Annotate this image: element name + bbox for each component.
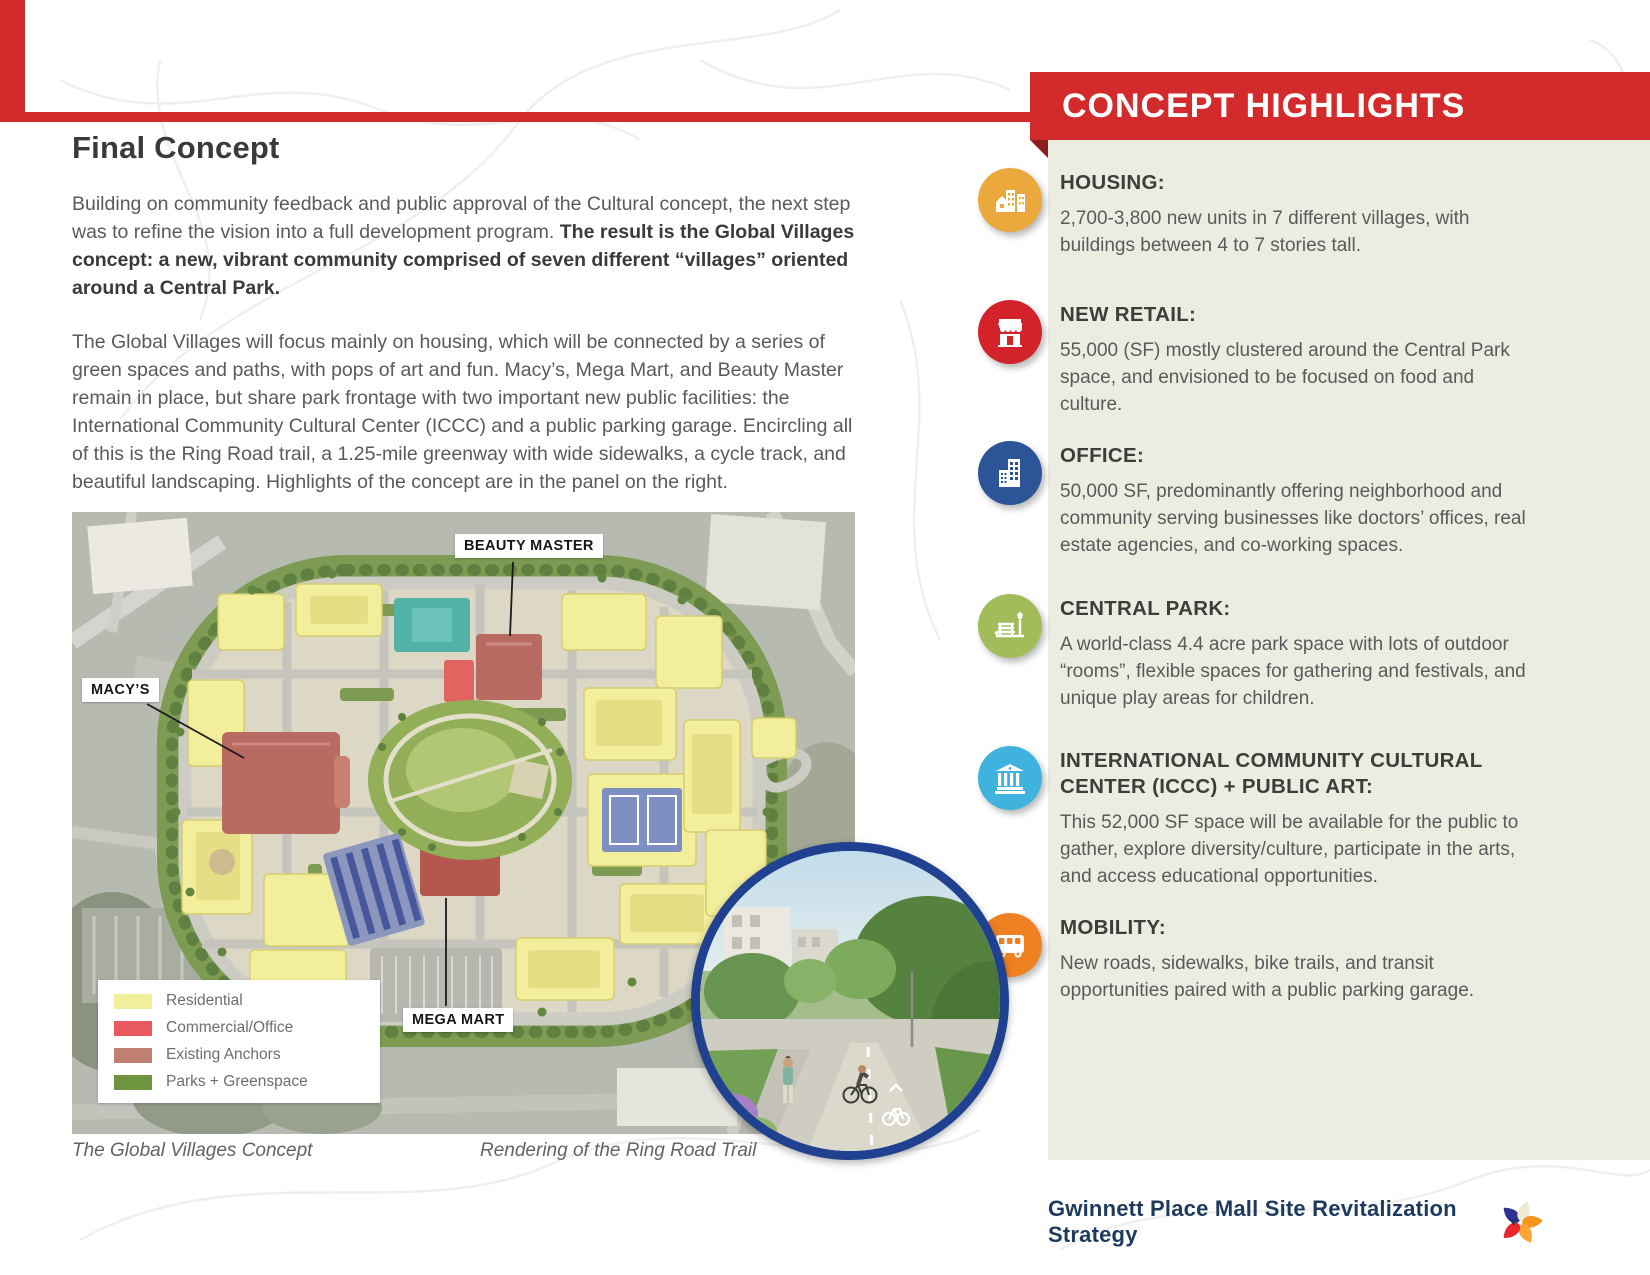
intro-paragraph-text: Building on community feedback and public approval of the Cultural concept, the next step was to refine the vision into a full development program.: [72, 193, 851, 243]
main-column: [72, 130, 864, 522]
legend-swatch-commercial: [114, 1021, 152, 1036]
iccc-icon-circle: [978, 746, 1042, 810]
highlight-heading: OFFICE:: [1060, 444, 1145, 467]
highlight-body: 2,700-3,800 new units in 7 different villages, with buildings between 4 to 7 stories tall.: [1060, 208, 1470, 256]
legend-label: Commercial/Office: [166, 1019, 294, 1036]
legend-label: Parks + Greenspace: [166, 1073, 308, 1090]
highlight-mobility: [978, 913, 1543, 1004]
red-divider-line: [0, 112, 1045, 122]
map-label-mega-mart: MEGA MART: [403, 1008, 513, 1032]
trail-rendering-svg: [700, 851, 1000, 1151]
legend-swatch-residential: [114, 994, 152, 1009]
body-paragraph: The Global Villages will focus mainly on housing, which will be connected by a series of green spaces and paths, with pops of art and fun. Macy’s, Mega Mart, and Beauty Master remain in place, but share park frontage with two important new public facilities: the International Community Cultural Center (ICCC) and a public parking garage. Encircling all of this is the Ring Road trail, a 1.25-mile greenway with wide sidewalks, a cycle track, and beautiful landscaping. Highlights of the concept are in the panel on the right.: [72, 331, 853, 493]
office-icon-circle: [978, 441, 1042, 505]
legend-swatch-anchors: [114, 1048, 152, 1063]
park-icon-circle: [978, 594, 1042, 658]
map-label-macys: MACY’S: [82, 678, 159, 702]
legend-label: Residential: [166, 992, 243, 1009]
highlight-heading: HOUSING:: [1060, 171, 1165, 194]
legend-row-residential: [114, 992, 364, 1010]
highlight-body: This 52,000 SF space will be available for the public to gather, explore diversity/culture, participate in the arts, and access educational opportunities.: [1060, 812, 1519, 887]
highlight-body: A world-class 4.4 acre park space with lots of outdoor “rooms”, flexible spaces for gathering and festivals, and unique play areas for children.: [1060, 634, 1526, 709]
storefront-icon: [993, 315, 1027, 349]
highlight-housing: [978, 168, 1543, 259]
tennis-courts: [602, 788, 682, 852]
intro-paragraph: [72, 190, 864, 302]
highlights-banner-title: CONCEPT HIGHLIGHTS: [1062, 86, 1466, 125]
highlight-heading: CENTRAL PARK:: [1060, 597, 1231, 620]
highlight-central-park: [978, 594, 1543, 712]
legend-label: Existing Anchors: [166, 1046, 281, 1063]
red-corner-bar: [0, 0, 25, 122]
legend-row-anchors: [114, 1046, 364, 1064]
caption-ring-road: Rendering of the Ring Road Trail: [480, 1140, 757, 1161]
housing-buildings-icon: [992, 182, 1028, 218]
retail-icon-circle: [978, 300, 1042, 364]
highlight-office: [978, 441, 1543, 559]
pinwheel-logo: [1497, 1190, 1542, 1254]
footer-title: Gwinnett Place Mall Site Revitalization Strategy: [1048, 1196, 1457, 1247]
museum-icon: [993, 761, 1027, 795]
ballfield: [209, 849, 235, 875]
legend-row-commercial: [114, 1019, 364, 1037]
office-buildings-icon: [993, 456, 1027, 490]
intro-paragraph-bold: The result is the Global Villages concept: a new, vibrant community comprised of seven different “villages” oriented around a Central Park.: [72, 221, 855, 299]
caption-global-villages: The Global Villages Concept: [72, 1140, 313, 1161]
highlight-heading: MOBILITY:: [1060, 916, 1166, 939]
highlight-heading: NEW RETAIL:: [1060, 303, 1197, 326]
pinwheel-petals: [1500, 1200, 1542, 1246]
highlight-heading: INTERNATIONAL COMMUNITY CULTURAL CENTER (ICCC) + PUBLIC ART:: [1060, 749, 1483, 798]
page-title: Final Concept: [72, 130, 280, 165]
highlights-banner: [1030, 72, 1650, 140]
highlight-body: 55,000 (SF) mostly clustered around the Central Park space, and envisioned to be focused on food and culture.: [1060, 340, 1510, 415]
map-label-beauty-master: BEAUTY MASTER: [455, 534, 603, 558]
housing-icon-circle: [978, 168, 1042, 232]
teal-building: [394, 598, 470, 652]
ring-road-trail-photo: [691, 842, 1009, 1160]
highlight-body: 50,000 SF, predominantly offering neighborhood and community serving businesses like doctors’ offices, real estate agencies, and co-working spaces.: [1060, 481, 1526, 556]
highlight-iccc: [978, 746, 1543, 890]
footer: [1048, 1190, 1542, 1254]
legend-swatch-parks: [114, 1075, 152, 1090]
park-bench-icon: [992, 608, 1028, 644]
highlight-new-retail: [978, 300, 1543, 418]
legend-row-parks: [114, 1073, 364, 1091]
highlight-body: New roads, sidewalks, bike trails, and transit opportunities paired with a public parking garage.: [1060, 953, 1475, 1001]
map-legend: [98, 980, 380, 1103]
